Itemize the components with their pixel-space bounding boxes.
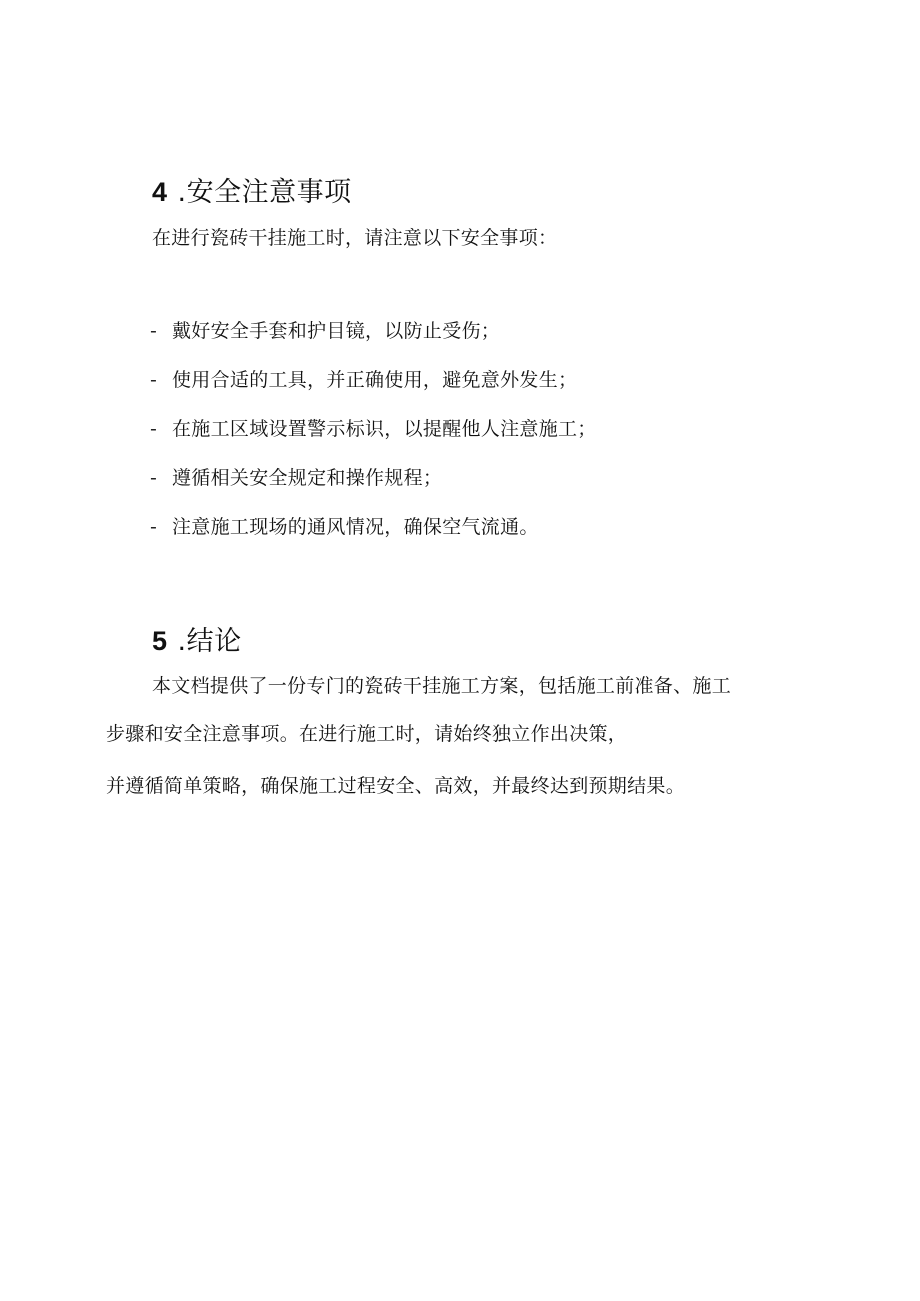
- conclusion-line-2: 步骤和安全注意事项。在进行施工时，请始终独立作出决策，: [106, 723, 628, 745]
- list-item: [150, 420, 597, 439]
- bullet-dash: -: [150, 320, 158, 342]
- section-4-intro: 在进行瓷砖干挂施工时，请注意以下安全事项：: [152, 227, 558, 249]
- section-4-heading: [152, 170, 352, 209]
- conclusion-line-1: 本文档提供了一份专门的瓷砖干挂施工方案，包括施工前准备、施工: [152, 675, 732, 697]
- section-5-heading: [152, 619, 242, 658]
- list-item: [150, 371, 577, 390]
- section-5-title: .结论: [177, 626, 242, 657]
- list-item-text: 注意施工现场的通风情况，确保空气流通。: [172, 516, 539, 538]
- list-item-text: 戴好安全手套和护目镜，以防止受伤；: [172, 320, 501, 342]
- list-item: [150, 469, 442, 488]
- bullet-dash: -: [150, 369, 158, 391]
- bullet-dash: -: [150, 418, 158, 440]
- conclusion-line-3: 并遵循简单策略，确保施工过程安全、高效，并最终达到预期结果。: [106, 775, 686, 797]
- section-4-title: .安全注意事项: [177, 177, 352, 208]
- bullet-dash: -: [150, 516, 158, 538]
- list-item: [150, 518, 539, 537]
- list-item-text: 在施工区域设置警示标识，以提醒他人注意施工；: [172, 418, 597, 440]
- list-item-text: 使用合适的工具，并正确使用，避免意外发生；: [172, 369, 578, 391]
- list-item-text: 遵循相关安全规定和操作规程；: [172, 467, 443, 489]
- list-item: [150, 322, 500, 341]
- section-5-number: 5: [152, 626, 168, 656]
- section-4-number: 4: [152, 177, 168, 207]
- bullet-dash: -: [150, 467, 158, 489]
